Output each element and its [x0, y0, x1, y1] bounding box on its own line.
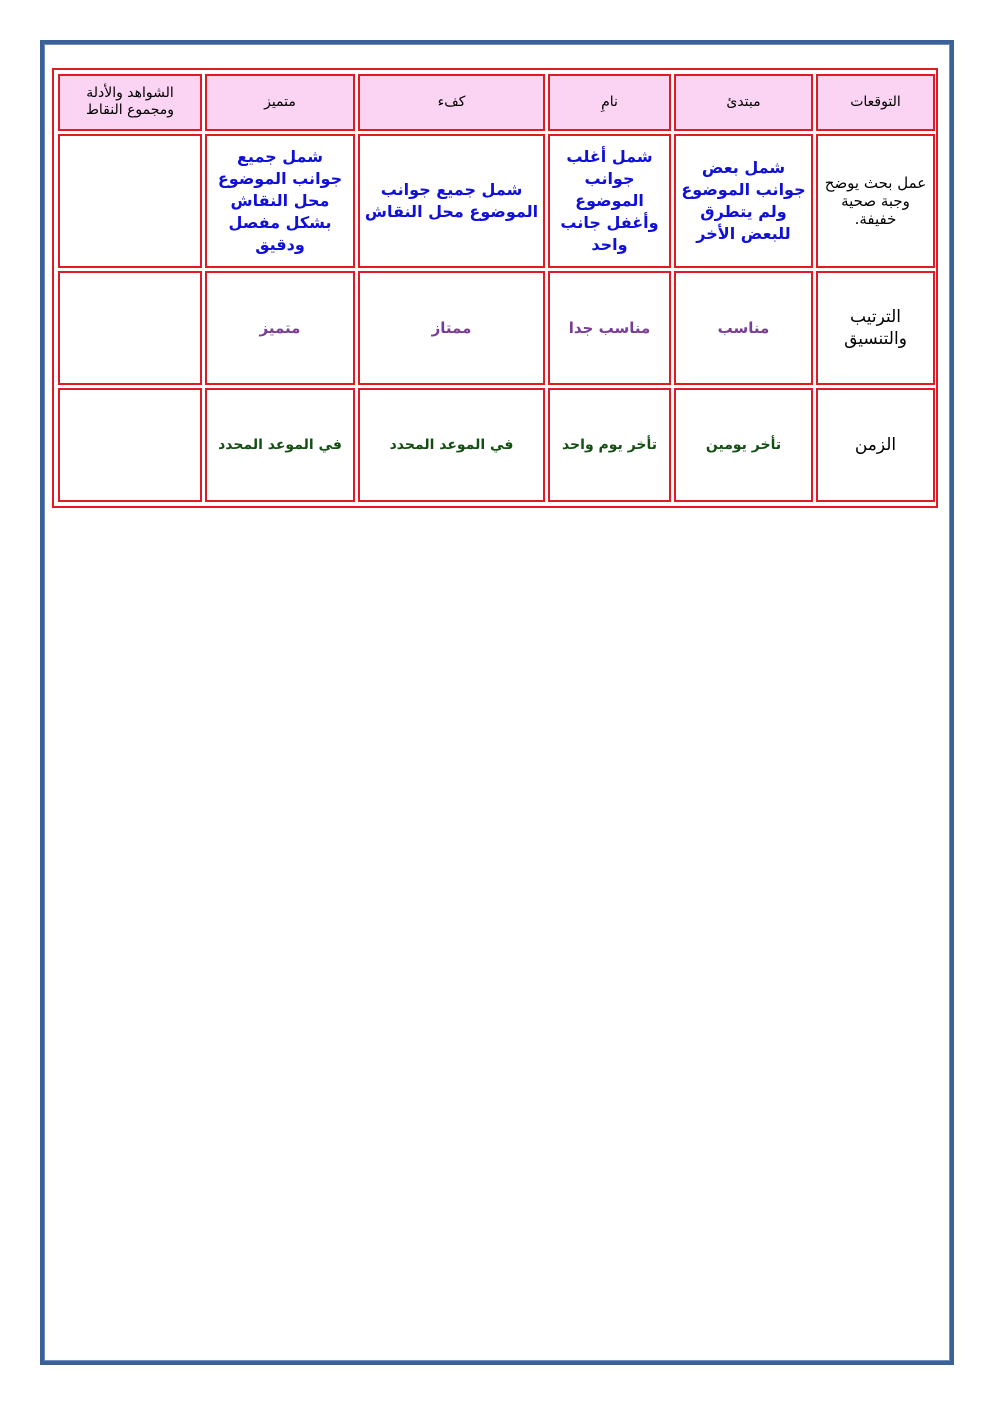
distinguished-cell: شمل جميع جوانب الموضوع محل النقاش بشكل مفصل ودقيق: [205, 134, 355, 268]
developing-cell: شمل أغلب جوانب الموضوع وأغفل جانب واحد: [548, 134, 671, 268]
header-beginner: مبتدئ: [674, 74, 813, 131]
criterion-cell: الترتيب والتنسيق: [816, 271, 935, 385]
header-evidence: الشواهد والأدلة ومجموع النقاط: [58, 74, 202, 131]
table-row: [58, 388, 935, 502]
rubric-table-frame: [52, 68, 938, 508]
evidence-cell[interactable]: [58, 271, 202, 385]
developing-cell: تأخر يوم واحد: [548, 388, 671, 502]
criterion-cell: الزمن: [816, 388, 935, 502]
beginner-cell: تأخر يومين: [674, 388, 813, 502]
beginner-cell: مناسب: [674, 271, 813, 385]
table-row: [58, 134, 935, 268]
distinguished-cell: متميز: [205, 271, 355, 385]
competent-cell: في الموعد المحدد: [358, 388, 545, 502]
table-row: [58, 271, 935, 385]
header-distinguished: متميز: [205, 74, 355, 131]
header-row: [58, 74, 935, 131]
rubric-table: [55, 71, 938, 505]
criterion-cell: عمل بحث يوضح وجبة صحية خفيفة.: [816, 134, 935, 268]
distinguished-cell: في الموعد المحدد: [205, 388, 355, 502]
competent-cell: شمل جميع جوانب الموضوع محل النقاش: [358, 134, 545, 268]
evidence-cell[interactable]: [58, 134, 202, 268]
competent-cell: ممتاز: [358, 271, 545, 385]
header-expectations: التوقعات: [816, 74, 935, 131]
evidence-cell[interactable]: [58, 388, 202, 502]
header-developing: نامِ: [548, 74, 671, 131]
beginner-cell: شمل بعض جوانب الموضوع ولم يتطرق للبعض الأخر: [674, 134, 813, 268]
header-competent: كفء: [358, 74, 545, 131]
developing-cell: مناسب جدا: [548, 271, 671, 385]
